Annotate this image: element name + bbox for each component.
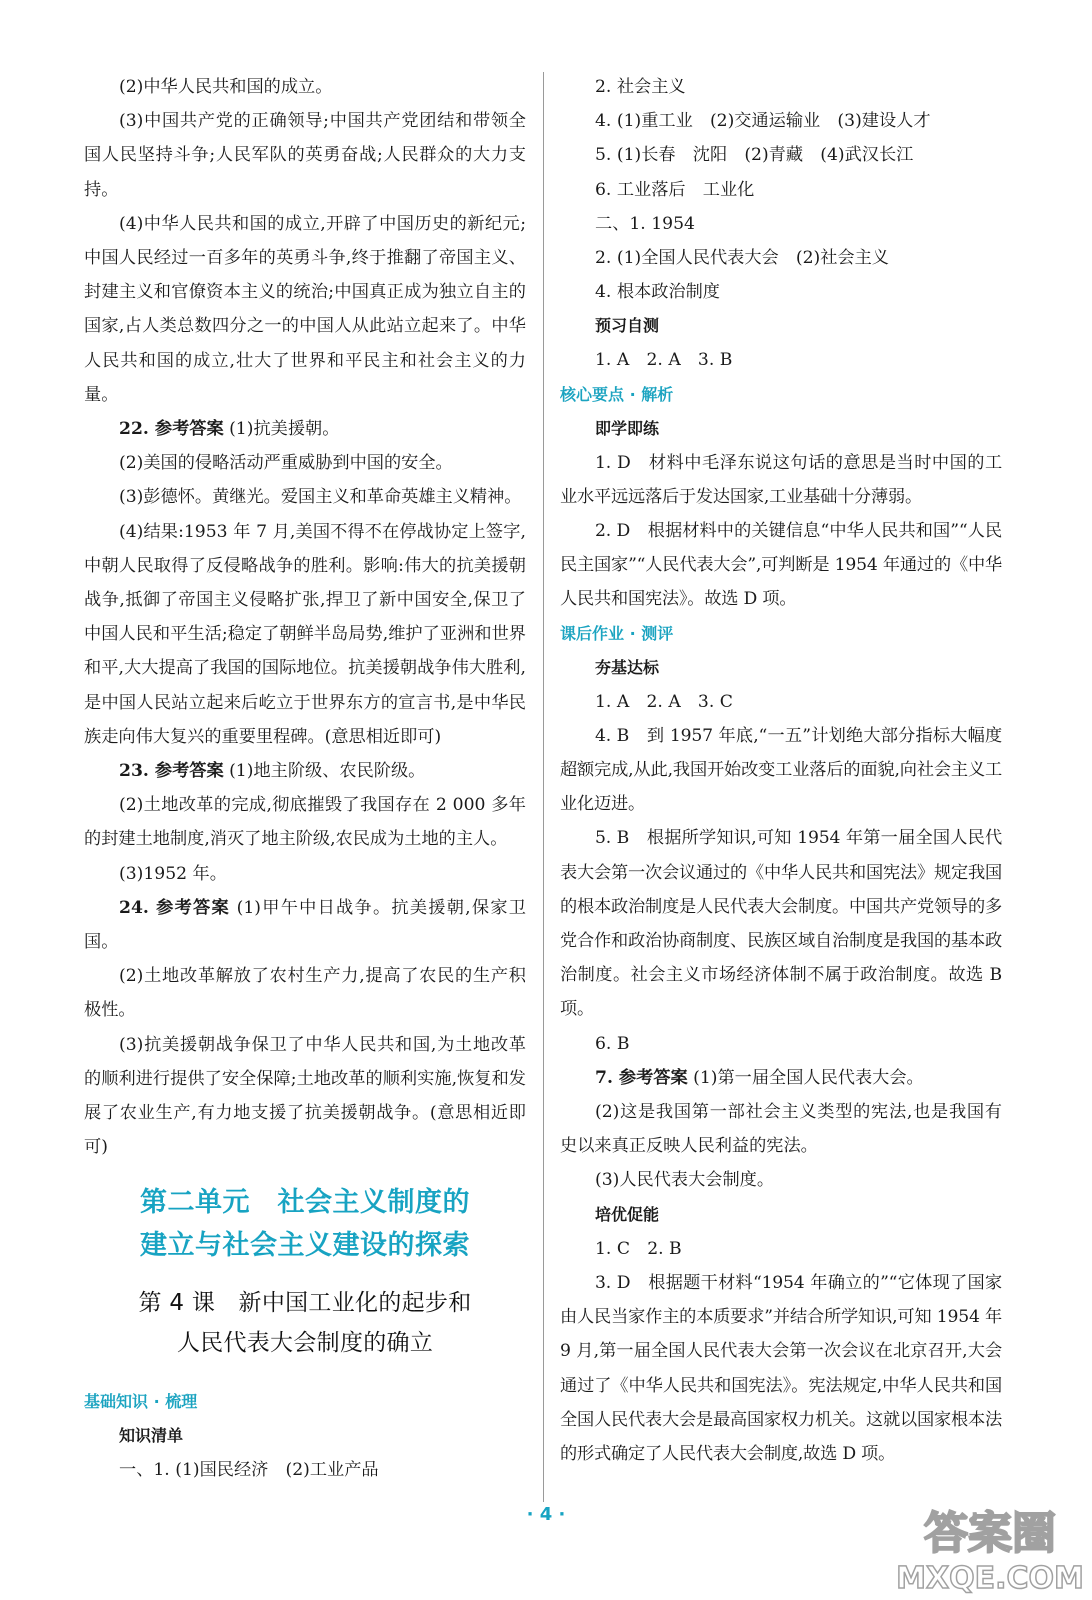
subsection-heading: 培优促能 [595,1204,660,1224]
answer-line: 1. A 2. A 3. B [595,350,733,371]
unit-title: 第二单元 社会主义制度的 [140,1186,470,1218]
answer-paragraph: (2)这是我国第一部社会主义类型的宪法,也是我国有史以来真正反映人民利益的宪法。 [560,1102,1002,1157]
answer-paragraph: (4)中华人民共和国的成立,开辟了中国历史的新纪元;中国人民经过一百多年的英勇斗争,终于推翻了帝国主义、封建主义和官僚资本主义的统治;中国真正成为独立自主的国家,占人类总数四分之一的中国人从此站立起来了。中华人民共和国的成立,壮大了世界和平民主和社会主义的力量。 [84,213,526,405]
answer-paragraph: 1. D 材料中毛泽东说这句话的意思是当时中国的工业水平远远落后于发达国家,工业基础十分薄弱。 [560,452,1002,507]
question-22-answer [84,412,526,446]
watermark-url: MXQE.COM [896,1561,1084,1596]
section-heading: 核心要点 · 解析 [560,384,674,404]
answer-paragraph: (2)美国的侵略活动严重威胁到中国的安全。 [119,453,453,474]
answer-label: 24. 参考答案 [119,897,230,918]
answer-paragraph: (3)人民代表大会制度。 [595,1170,775,1191]
subsection-heading: 即学即练 [595,418,660,438]
answer-paragraph: 4. B 到 1957 年底,“一五”计划绝大部分指标大幅度超额完成,从此,我国开始改变工业落后的面貌,向社会主义工业化迈进。 [560,725,1002,815]
section-heading: 课后作业 · 测评 [560,623,674,643]
answer-paragraph: (2)土地改革的完成,彻底摧毁了我国存在 2 000 多年的封建土地制度,消灭了地主阶级,农民成为土地的主人。 [84,795,526,850]
subsection-heading: 夯基达标 [595,657,660,677]
answer-line: 2. (1)全国人民代表大会 (2)社会主义 [595,248,889,269]
answer-line: 1. A 2. A 3. C [595,691,733,712]
watermark-glyphs: 答案圈 [924,1508,1056,1559]
answer-paragraph: (3)中国共产党的正确领导;中国共产党团结和带领全国人民坚持斗争;人民军队的英勇奋战;人民群众的大力支持。 [84,111,526,200]
answer-line: 5. (1)长春 沈阳 (2)青藏 (4)武汉长江 [595,145,914,166]
answer-paragraph: 2. D 根据材料中的关键信息“中华人民共和国”“人民民主国家”“人民代表大会”,可判断是 1954 年通过的《中华人民共和国宪法》。故选 D 项。 [560,521,1002,610]
answer-label: 23. 参考答案 [119,761,224,782]
answer-paragraph: 3. D 根据题干材料“1954 年确立的”“它体现了国家由人民当家作主的本质要求”并结合所学知识,可知 1954 年 9 月,第一届全国人民代表大会第一次会议在北京召开,大会通过了《中华人民共和国宪法》。宪法规定,中华人民共和国全国人民代表大会是最高国家权力机关。这就以国家根本法的形式确定了人民代表大会制度,故选 D 项。 [560,1272,1008,1464]
unit-title: 建立与社会主义建设的探索 [140,1229,470,1261]
answer-paragraph: (2)中华人民共和国的成立。 [119,77,333,97]
answer-text: (1)甲午中日战争。抗美援朝,保家卫国。 [84,897,526,953]
lesson-title: 第 4 课 新中国工业化的起步和 [138,1289,472,1316]
question-7-answer [560,1061,1002,1095]
watermark-logo [895,1490,1085,1598]
answer-line: 4. (1)重工业 (2)交通运输业 (3)建设人才 [595,111,931,132]
answer-line: 二、1. 1954 [595,213,695,234]
answer-label: 7. 参考答案 [595,1067,688,1088]
answer-line: 2. 社会主义 [595,77,686,97]
answer-paragraph: (3)抗美援朝战争保卫了中华人民共和国,为土地改革的顺利进行提供了安全保障;土地改革的顺利实施,恢复和发展了农业生产,有力地支援了抗美援朝战争。(意思相近即可) [84,1034,526,1158]
page-number: · 4 · [526,1504,566,1525]
answer-text: (1)地主阶级、农民阶级。 [223,761,426,782]
answer-line: 4. 根本政治制度 [595,282,720,303]
answer-line: 1. C 2. B [595,1238,682,1259]
lesson-title: 人民代表大会制度的确立 [176,1329,434,1356]
answer-paragraph: (3)1952 年。 [119,863,227,884]
answer-text: (1)第一届全国人民代表大会。 [687,1067,924,1088]
answer-text: (1)抗美援朝。 [223,419,340,440]
section-heading: 基础知识 · 梳理 [84,1391,198,1411]
answer-paragraph: (2)土地改革解放了农村生产力,提高了农民的生产积极性。 [84,966,526,1021]
left-column [84,70,526,1487]
answer-paragraph: (4)结果:1953 年 7 月,美国不得不在停战协定上签字,中朝人民取得了反侵略战争的胜利。影响:伟大的抗美援朝战争,抵御了帝国主义侵略扩张,捍卫了新中国安全,保卫了中国人民和平生活;稳定了朝鲜半岛局势,维护了亚洲和世界和平,大大提高了我国的国际地位。抗美援朝战争伟大胜利,是中国人民站立起来后屹立于世界东方的宣言书,是中华民族走向伟大复兴的重要里程碑。(意思相近即可) [84,521,526,747]
answer-label: 22. 参考答案 [119,419,224,440]
right-column [560,70,1008,1471]
question-23-answer [84,754,526,788]
answer-paragraph: 一、1. (1)国民经济 (2)工业产品 [119,1459,379,1480]
subsection-heading: 预习自测 [595,316,660,336]
answer-line: 6. 工业落后 工业化 [595,179,755,200]
answer-line: 6. B [595,1033,630,1054]
column-divider [543,72,544,1502]
answer-paragraph: 5. B 根据所学知识,可知 1954 年第一届全国人民代表大会第一次会议通过的《中华人民共和国宪法》规定我国的根本政治制度是人民代表大会制度。中国共产党领导的多党合作和政治协商制度、民族区域自治制度是我国的基本政治制度。社会主义市场经济体制不属于政治制度。故选 B 项。 [560,828,1008,1020]
question-24-answer [84,891,526,959]
answer-paragraph: (3)彭德怀。黄继光。爱国主义和革命英雄主义精神。 [119,487,522,508]
subsection-heading: 知识清单 [119,1425,184,1445]
